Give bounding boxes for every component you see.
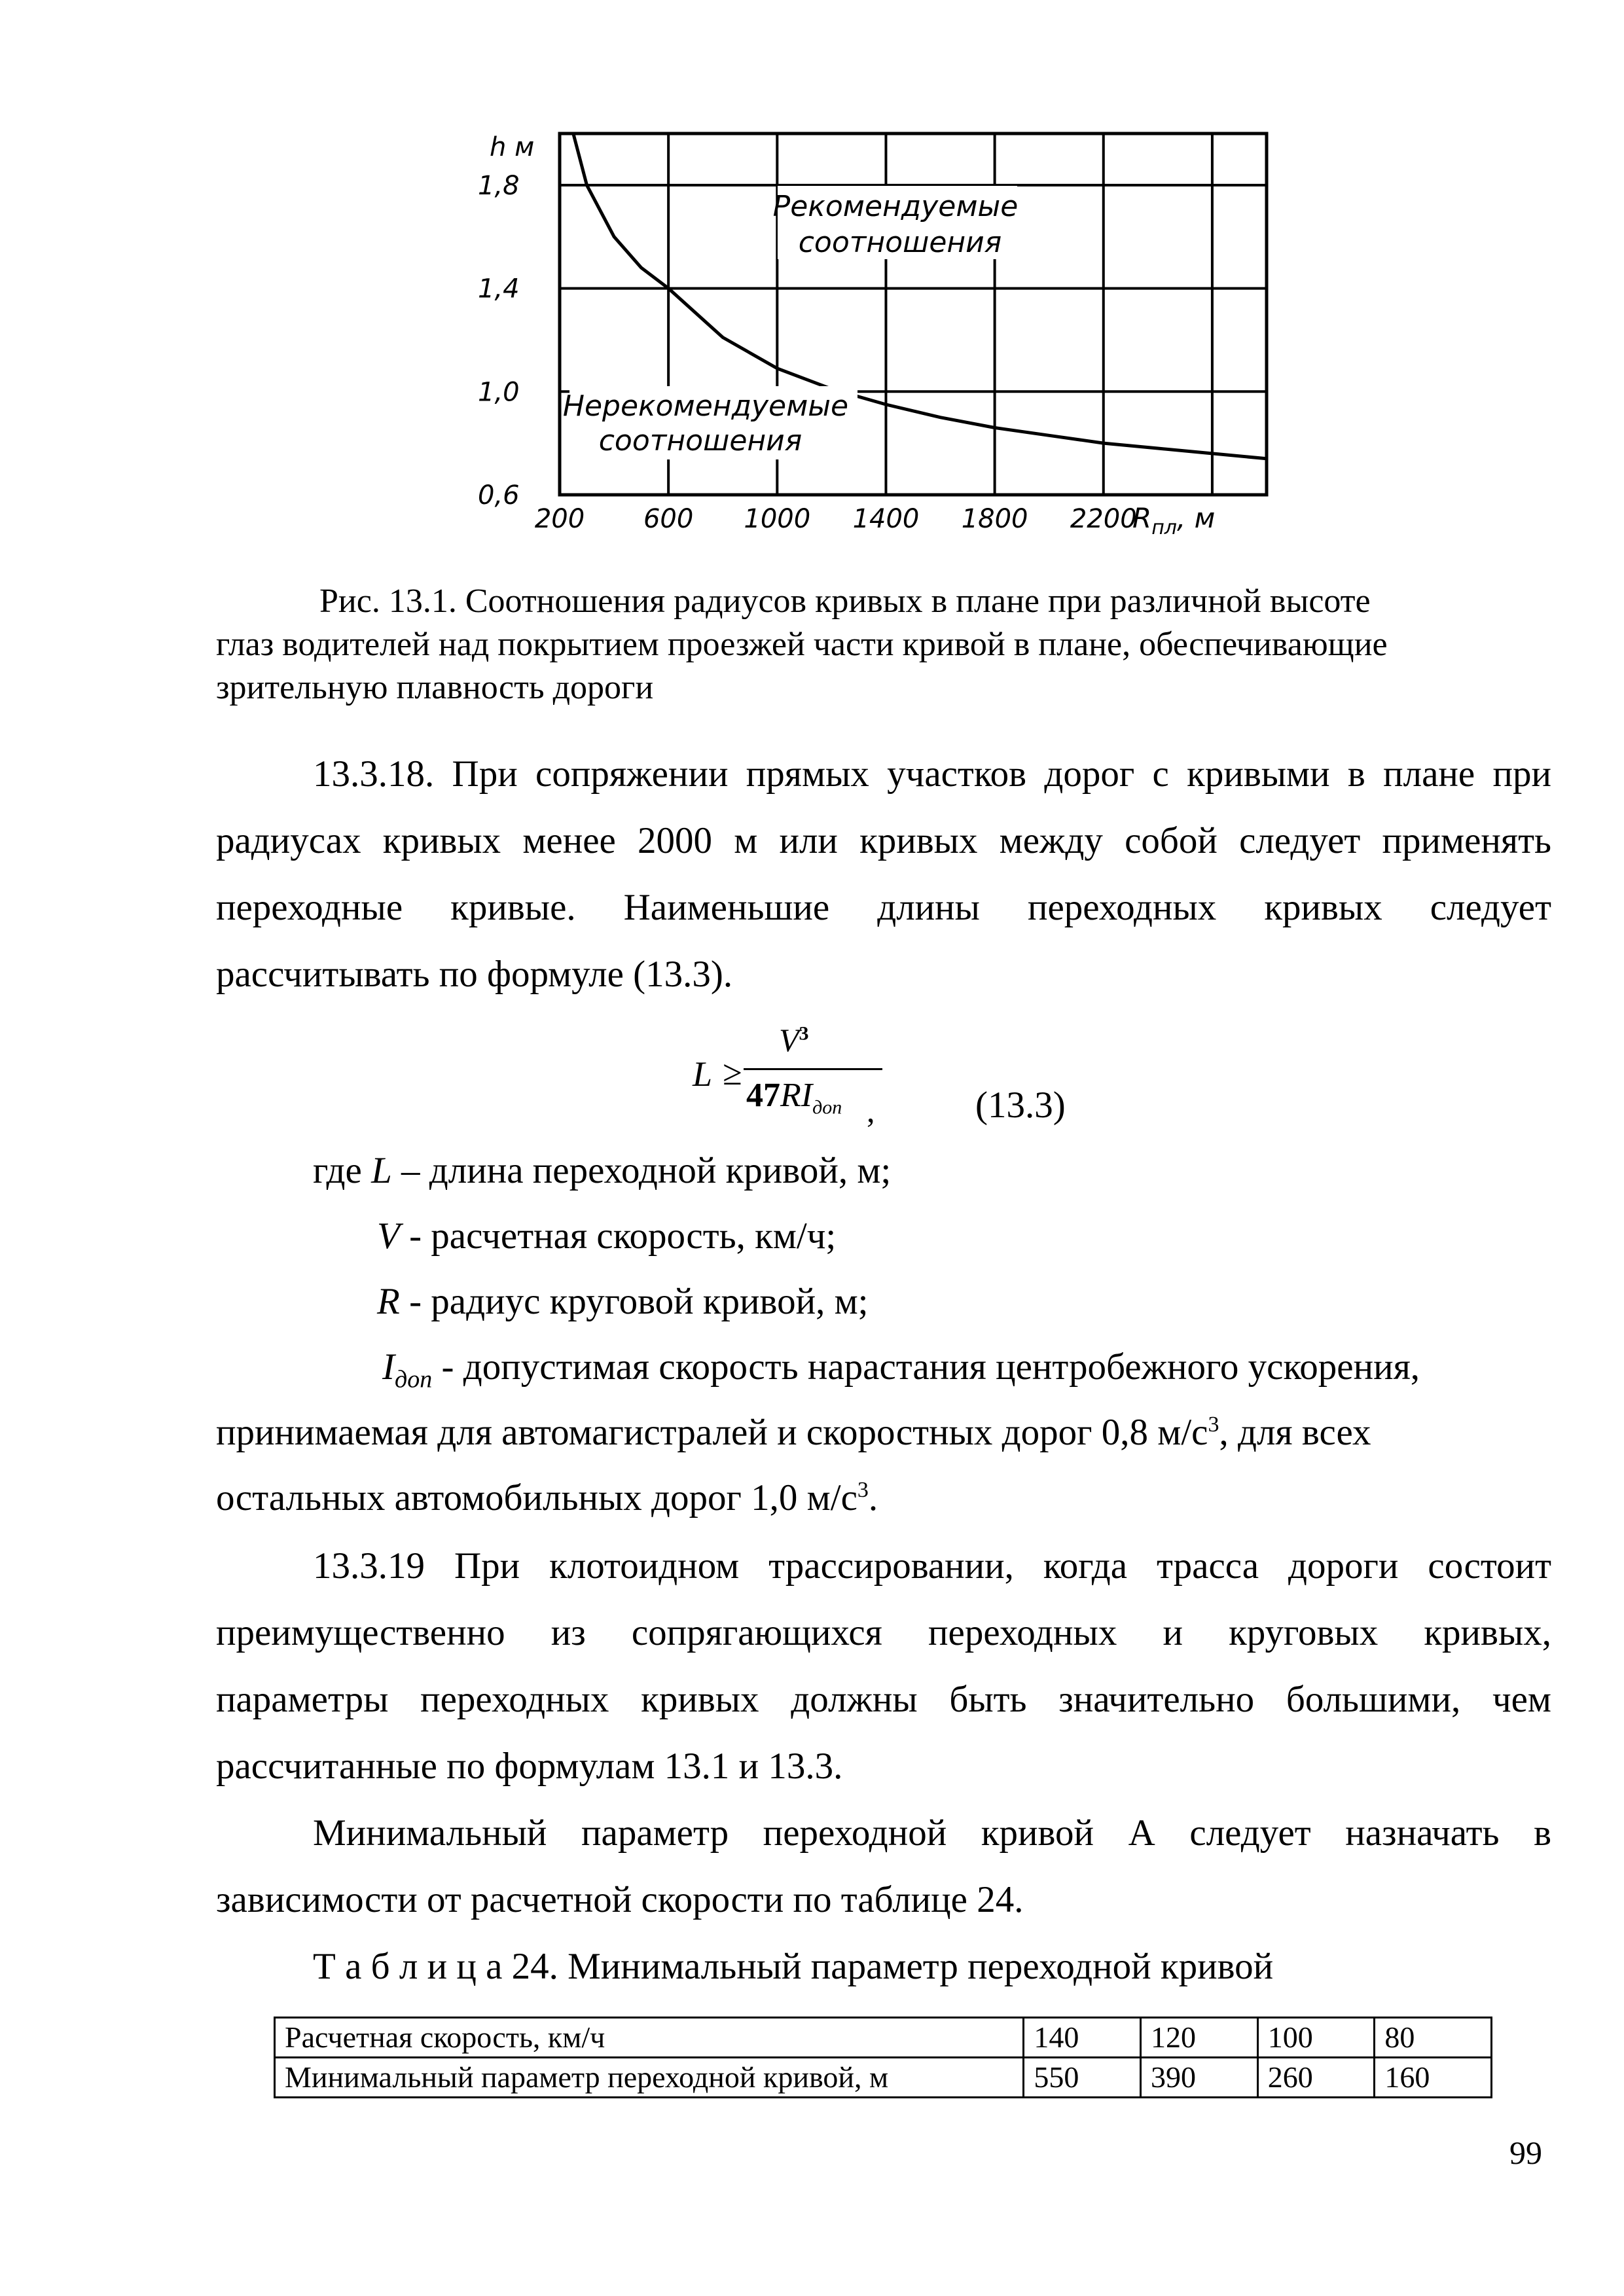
chart-x-tick-label: 1400 [852, 504, 920, 534]
para-13-3-18-line-2: радиусах кривых менее 2000 м или кривых между собой следует применять [216, 820, 1551, 861]
def-V: V - расчетная скорость, км/ч; [377, 1215, 837, 1257]
def-I: $I_{доп}$ - допустимая скорость нарастания центробежного ускорения, [382, 1346, 1420, 1393]
chart-y-tick-label: 0,6 [478, 480, 520, 511]
chart-x-tick-label: 600 [643, 504, 694, 534]
chart-annotation-recommended: Рекомендуемые соотношения [772, 190, 1019, 259]
table-24-title: Т а б л и ц а 24. Минимальный параметр переходной кривой [313, 1946, 1274, 1987]
para-13-3-19-line-2: преимущественно из сопрягающихся переходных и круговых кривых, [216, 1612, 1551, 1653]
para-13-3-19-line-1: 13.3.19 При клотоидном трассировании, когда трасса дороги состоит [313, 1545, 1551, 1587]
table-cell: 390 [1141, 2058, 1258, 2098]
chart-figure-13-1 [471, 118, 1296, 537]
table-row [275, 2018, 1492, 2058]
para-13-3-18-line-1: 13.3.18. При сопряжении прямых участков дорог с кривыми в плане при [313, 753, 1551, 795]
table-cell: 550 [1024, 2058, 1141, 2098]
chart-y-tick-label: 1,4 [478, 274, 520, 304]
table-cell: 80 [1375, 2018, 1492, 2058]
formula-lhs: L [693, 1054, 713, 1094]
chart-xlabel: $R_{пл}$, м [1132, 502, 1216, 537]
table-cell: 260 [1257, 2058, 1375, 2098]
para-13-3-19-line-3: параметры переходных кривых должны быть значительно большими, чем [216, 1679, 1551, 1720]
formula-numerator: $V^3$ [779, 1022, 809, 1058]
table-row [275, 2058, 1492, 2098]
def-R: R - радиус круговой кривой, м; [377, 1281, 869, 1322]
chart-y-tick-label: 1,0 [478, 377, 520, 408]
table-cell: 140 [1024, 2018, 1141, 2058]
para-13-3-18-line-3: переходные кривые. Наименьшие длины переходных кривых следует [216, 887, 1551, 928]
chart-ylabel: h м [490, 132, 535, 162]
chart-x-tick-label: 1000 [744, 504, 811, 534]
chart-y-tick-labels [478, 171, 520, 511]
formula-comma: , [867, 1092, 875, 1129]
formula-number: (13.3) [975, 1085, 1066, 1126]
figure-caption-line-3: зрительную плавность дороги [216, 669, 654, 706]
figure-caption-line-1: Рис. 13.1. Соотношения радиусов кривых в плане при различной высоте [319, 583, 1371, 620]
formula-fraction-bar [744, 1068, 882, 1070]
formula-denominator: $47RI_{доп}$ [746, 1077, 842, 1119]
para-13-3-19-line-4: рассчитанные по формулам 13.1 и 13.3. [216, 1746, 843, 1787]
def-I-line-3: остальных автомобильных дорог 1,0 $м/с^3$. [216, 1477, 878, 1518]
formula-sign: ≥ [723, 1053, 742, 1092]
chart-annotation-not-recommended: Нерекомендуемые соотношения [562, 389, 849, 457]
chart-y-tick-label: 1,8 [478, 170, 520, 201]
def-L: где L – длина переходной кривой, м; [313, 1150, 892, 1191]
chart-x-tick-label: 200 [534, 504, 585, 534]
chart-x-tick-labels [535, 504, 1137, 534]
table-cell: 120 [1141, 2018, 1258, 2058]
para-min-line-2: зависимости от расчетной скорости по таблице 24. [216, 1879, 1024, 1920]
table-row-header: Минимальный параметр переходной кривой, м [275, 2058, 1024, 2098]
table-cell: 160 [1375, 2058, 1492, 2098]
para-min-line-1: Минимальный параметр переходной кривой А следует назначать в [313, 1812, 1551, 1854]
chart-x-tick-label: 1800 [961, 504, 1028, 534]
table-24 [274, 2017, 1492, 2098]
figure-caption-line-2: глаз водителей над покрытием проезжей части кривой в плане, обеспечивающие [216, 626, 1388, 663]
chart-x-tick-label: 2200 [1070, 504, 1137, 534]
def-I-line-2: принимаемая для автомагистралей и скоростных дорог 0,8 $м/с^3$, для всех [216, 1412, 1371, 1453]
para-13-3-18-line-4: рассчитывать по формуле (13.3). [216, 954, 733, 995]
table-cell: 100 [1257, 2018, 1375, 2058]
page-number: 99 [1509, 2134, 1542, 2171]
table-row-header: Расчетная скорость, км/ч [275, 2018, 1024, 2058]
